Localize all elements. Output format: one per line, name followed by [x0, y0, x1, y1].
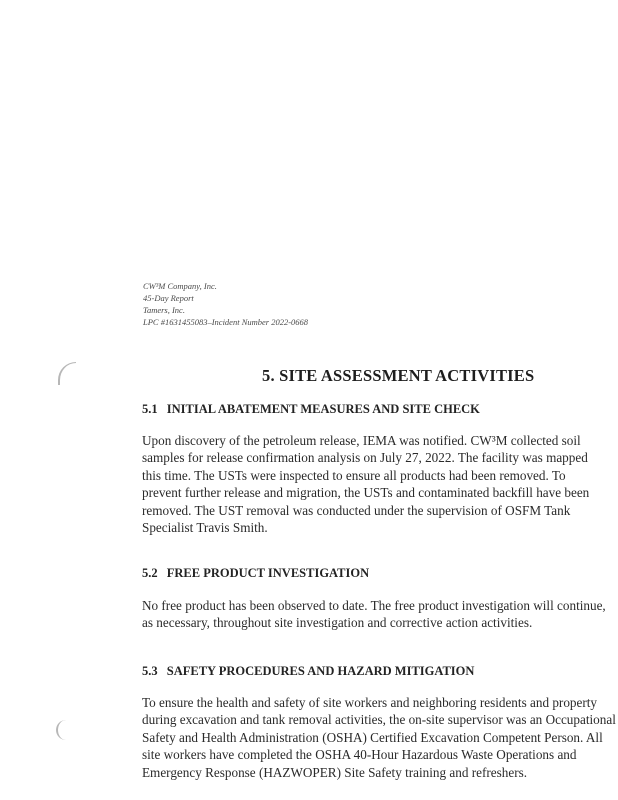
binder-hole-mark-top: [58, 362, 76, 385]
header-incident-number: LPC #1631455083–Incident Number 2022-0668: [143, 317, 309, 327]
subsection-heading-5-3: [142, 664, 474, 679]
paragraph-line: site workers have completed the OSHA 40-Hour Hazardous Waste Operations and: [142, 747, 577, 763]
subsection-title: INITIAL ABATEMENT MEASURES AND SITE CHECK: [166, 402, 480, 416]
subsection-title: SAFETY PROCEDURES AND HAZARD MITIGATION: [166, 664, 475, 678]
paragraph-line: during excavation and tank removal activities, the on-site supervisor was an Occupational: [142, 712, 616, 728]
document-header: [143, 280, 308, 328]
paragraph-line: No free product has been observed to date. The free product investigation will continue,: [142, 598, 606, 613]
paragraph-line: Safety and Health Administration (OSHA) Certified Excavation Competent Person. All: [142, 729, 603, 745]
subsection-number: 5.1: [142, 402, 158, 416]
subsection-number: 5.2: [142, 566, 158, 580]
paragraph-5-2: [142, 597, 606, 632]
paragraph-line: prevent further release and migration, the USTs and contaminated backfill have been: [142, 485, 590, 501]
section-title: 5. SITE ASSESSMENT ACTIVITIES: [262, 366, 535, 385]
paragraph-5-3: [142, 694, 616, 781]
subsection-heading-5-1: [142, 402, 480, 417]
binder-hole-mark-bottom: [56, 720, 68, 740]
paragraph-5-1: [142, 432, 589, 536]
header-client: Tamers, Inc.: [143, 305, 185, 315]
paragraph-line: this time. The USTs were inspected to ensure all products had been removed. To: [142, 467, 566, 483]
paragraph-line: To ensure the health and safety of site workers and neighboring residents and property: [142, 695, 598, 710]
paragraph-line: samples for release confirmation analysis on July 27, 2022. The facility was mapped: [142, 450, 588, 466]
paragraph-line: removed. The UST removal was conducted under the supervision of OSFM Tank: [142, 502, 571, 518]
subsection-heading-5-2: [142, 566, 369, 581]
paragraph-line: Upon discovery of the petroleum release, IEMA was notified. CW³M collected soil: [142, 433, 581, 448]
header-company: CW³M Company, Inc.: [143, 281, 217, 291]
header-report-type: 45-Day Report: [143, 293, 194, 303]
paragraph-line: Emergency Response (HAZWOPER) Site Safety training and refreshers.: [142, 764, 528, 780]
paragraph-line: Specialist Travis Smith.: [142, 520, 268, 536]
subsection-title: FREE PRODUCT INVESTIGATION: [166, 566, 370, 580]
paragraph-line: as necessary, throughout site investigation and corrective action activities.: [142, 615, 533, 631]
subsection-number: 5.3: [142, 664, 158, 678]
